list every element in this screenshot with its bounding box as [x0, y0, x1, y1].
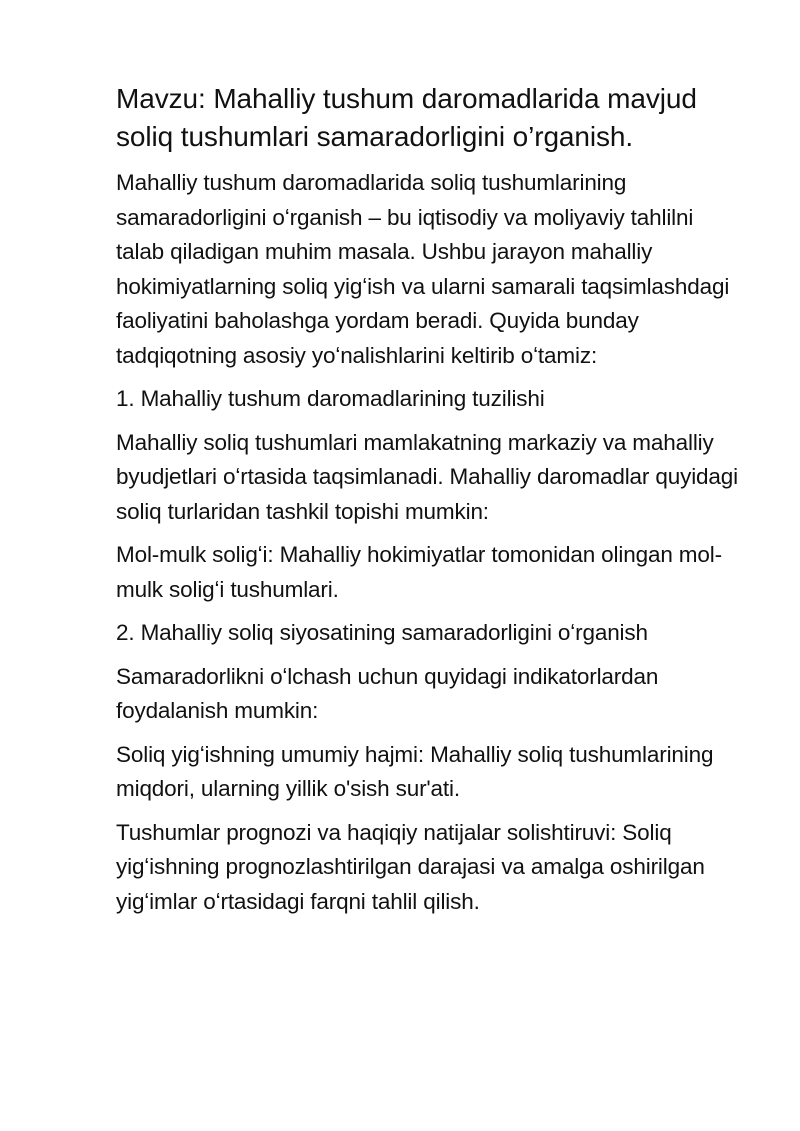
- structure-paragraph: Mahalliy soliq tushumlari mamlakatning markaziy va mahalliy byudjetlari oʻrtasida taqsimlanadi. Mahalliy daromadlar quyidagi soliq turlaridan tashkil topishi mumkin:: [116, 429, 738, 524]
- property-tax-paragraph: Mol-mulk soligʻi: Mahalliy hokimiyatlar tomonidan olingan mol-mulk soligʻi tushumlari.: [116, 542, 722, 602]
- document-page: [116, 80, 746, 928]
- section-heading-structure: 1. Mahalliy tushum daromadlarining tuzilishi: [116, 386, 545, 411]
- indicators-paragraph: Samaradorlikni oʻlchash uchun quyidagi indikatorlardan foydalanish mumkin:: [116, 663, 659, 723]
- section-heading-efficiency: 2. Mahalliy soliq siyosatining samaradorligini oʻrganish: [116, 620, 648, 645]
- document-title: Mavzu: Mahalliy tushum daromadlarida mavjud soliq tushumlari samaradorligini o’rganish.: [116, 83, 697, 152]
- collection-volume-paragraph: Soliq yigʻishning umumiy hajmi: Mahalliy soliq tushumlarining miqdori, ularning yillik o'sish sur'ati.: [116, 741, 714, 801]
- forecast-comparison-paragraph: Tushumlar prognozi va haqiqiy natijalar solishtiruvi: Soliq yigʻishning prognozlashtirilgan darajasi va amalga oshirilgan yigʻimlar oʻrtasidagi farqni tahlil qilish.: [116, 819, 705, 914]
- intro-paragraph: Mahalliy tushum daromadlarida soliq tushumlarining samaradorligini oʻrganish – bu iqtisodiy va moliyaviy tahlilni talab qiladigan muhim masala. Ushbu jarayon mahalliy hokimiyatlarning soliq yigʻish va ularni samarali taqsimlashdagi faoliyatini baholashga yordam beradi. Quyida bunday tadqiqotning asosiy yoʻnalishlarini keltirib oʻtamiz:: [116, 170, 730, 368]
